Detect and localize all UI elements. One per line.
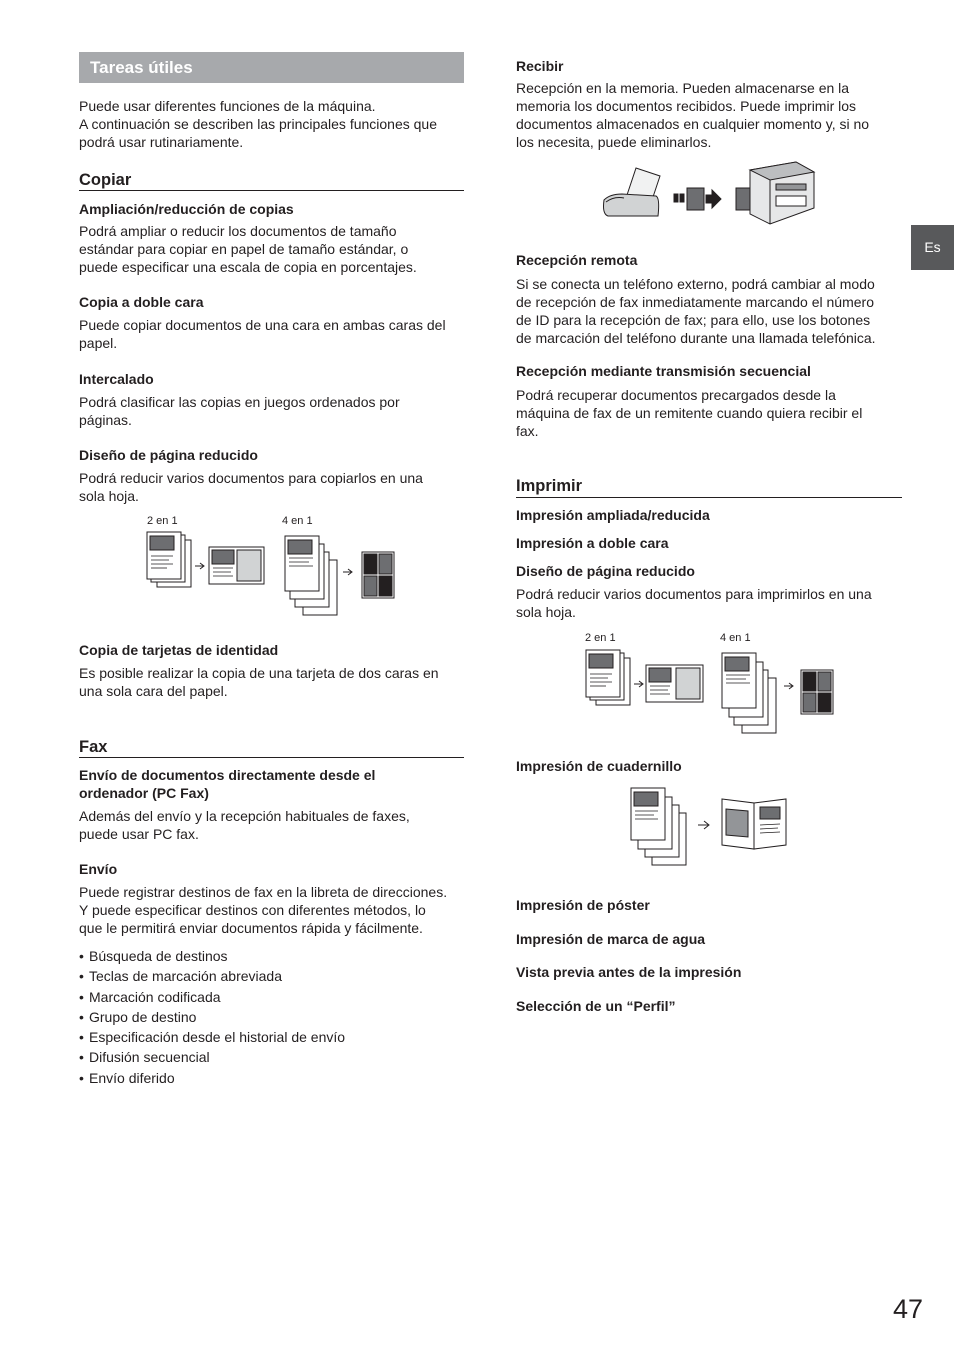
remota-line-3: de ID para la recepción de fax; para ello, use los botones [516,312,871,328]
ampliacion-line-1: Podrá ampliar o reducir los documentos de tamaño [79,223,397,239]
poster-title: Impresión de póster [516,897,650,913]
pcfax-title-1: Envío de documentos directamente desde el [79,767,376,783]
recibir-line-4: los necesita, puede eliminarlos. [516,134,712,150]
recibir-line-2: memoria los documentos recibidos. Puede imprimir los [516,98,857,114]
booklet-print-illustration [628,785,790,871]
page-number: 47 [893,1294,924,1324]
secuencial-line-2: máquina de fax de un remitente cuando quiera recibir el [516,405,863,421]
recibir-line-3: documentos almacenados en cualquier momento y, si no [516,116,870,132]
list-item: • Envío diferido [79,1068,345,1088]
fax-memory-reception-illustration [600,158,818,230]
label-4-en-1-impresion: 4 en 1 [720,632,751,644]
envio-line-3: que le permitirá enviar documentos rápida y fácilmente. [79,920,423,936]
intro-line-3: podrá usar rutinariamente. [79,134,244,150]
recibir-line-1: Recepción en la memoria. Pueden almacenarse en la [516,80,850,96]
remota-title: Recepción remota [516,252,638,268]
intercalado-line-1: Podrá clasificar las copias en juegos ordenados por [79,394,400,410]
remota-line-2: de recepción de fax inmediatamente marcando el número [516,294,874,310]
envio-methods-list [79,946,345,1088]
doble-cara-line-2: papel. [79,335,118,351]
intercalado-line-2: páginas. [79,412,132,428]
pcfax-title-2: ordenador (PC Fax) [79,785,209,801]
diseno-copia-line-2: sola hoja. [79,488,139,504]
label-2-en-1-impresion: 2 en 1 [585,632,616,644]
ampliacion-title: Ampliación/reducción de copias [79,201,294,217]
section-heading-imprimir: Imprimir [516,476,902,498]
list-item: • Marcación codificada [79,987,345,1007]
ampliacion-line-3: puede especificar una escala de copia en porcentajes. [79,259,417,275]
diseno-impresion-title: Diseño de página reducido [516,563,695,579]
diseno-impresion-line-1: Podrá reducir varios documentos para imprimirlos en una [516,586,872,602]
intro-line-2: A continuación se describen las principales funciones que [79,116,438,132]
marca-agua-title: Impresión de marca de agua [516,931,706,947]
pcfax-line-1: Además del envío y la recepción habituales de faxes, [79,808,410,824]
envio-line-1: Puede registrar destinos de fax en la libreta de direcciones. [79,884,448,900]
recibir-title: Recibir [516,58,564,74]
ampliacion-line-2: estándar para copiar en papel de tamaño estándar, o [79,241,409,257]
intro-line-1: Puede usar diferentes funciones de la máquina. [79,98,376,114]
doble-cara-title: Copia a doble cara [79,294,204,310]
pcfax-line-2: puede usar PC fax. [79,826,199,842]
list-item: • Teclas de marcación abreviada [79,966,345,986]
language-tab: Es [911,225,954,270]
label-4-en-1-copia: 4 en 1 [282,515,313,527]
secuencial-line-3: fax. [516,423,539,439]
tarjetas-title: Copia de tarjetas de identidad [79,642,279,658]
tarjetas-line-2: una sola cara del papel. [79,683,228,699]
intercalado-title: Intercalado [79,371,154,387]
copy-layout-illustration [145,530,400,620]
section-banner-title: Tareas útiles [79,52,464,83]
perfil-title: Selección de un “Perfil” [516,998,676,1014]
list-item: • Especificación desde el historial de envío [79,1027,345,1047]
list-item: • Difusión secuencial [79,1047,345,1067]
remota-line-1: Si se conecta un teléfono externo, podrá cambiar al modo [516,276,875,292]
tarjetas-line-1: Es posible realizar la copia de una tarjeta de dos caras en [79,665,439,681]
print-layout-illustration [584,648,839,736]
list-item: • Grupo de destino [79,1007,345,1027]
secuencial-title: Recepción mediante transmisión secuencial [516,363,811,379]
section-heading-fax: Fax [79,737,464,758]
section-heading-copiar: Copiar [79,170,464,191]
envio-title: Envío [79,861,118,877]
secuencial-line-1: Podrá recuperar documentos precargados desde la [516,387,836,403]
impresion-doble-cara: Impresión a doble cara [516,535,669,551]
doble-cara-line-1: Puede copiar documentos de una cara en ambas caras del [79,317,446,333]
cuadernillo-title: Impresión de cuadernillo [516,758,682,774]
remota-line-4: de marcación del teléfono durante una llamada telefónica. [516,330,876,346]
diseno-copia-title: Diseño de página reducido [79,447,258,463]
list-item: • Búsqueda de destinos [79,946,345,966]
label-2-en-1-copia: 2 en 1 [147,515,178,527]
diseno-impresion-line-2: sola hoja. [516,604,576,620]
vista-previa-title: Vista previa antes de la impresión [516,964,742,980]
diseno-copia-line-1: Podrá reducir varios documentos para copiarlos en una [79,470,423,486]
impresion-ampliada: Impresión ampliada/reducida [516,507,710,523]
envio-line-2: Y puede especificar destinos con diferentes métodos, lo [79,902,426,918]
